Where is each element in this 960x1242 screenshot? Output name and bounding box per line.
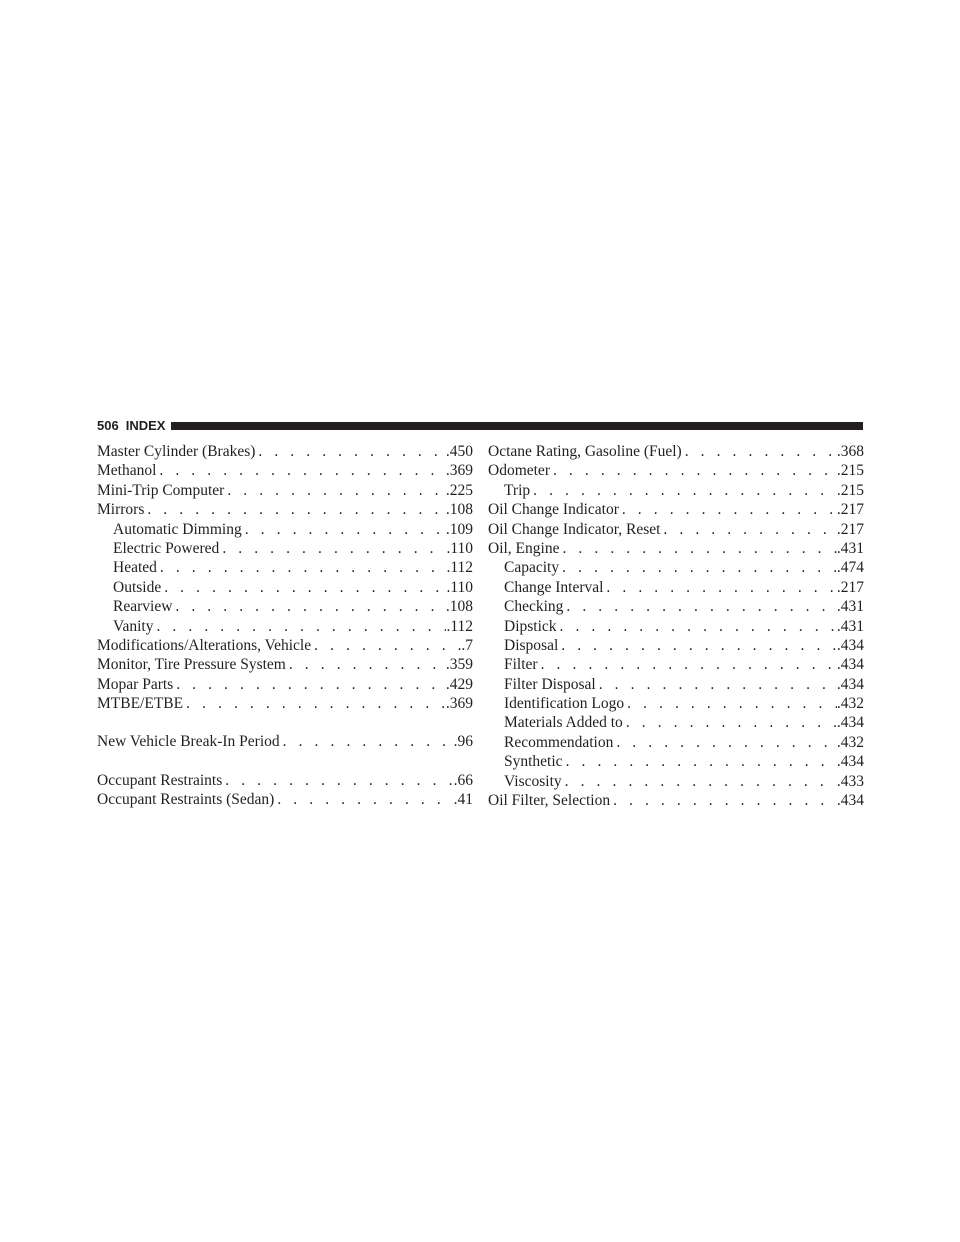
dot-leader [603, 578, 836, 597]
entry-label: Mini-Trip Computer [97, 481, 225, 499]
dot-leader [161, 578, 446, 597]
entry-label: Automatic Dimming [113, 520, 242, 538]
index-subentry [488, 713, 864, 732]
entry-page-number: .434 [836, 675, 864, 693]
entry-label: New Vehicle Break-In Period [97, 733, 280, 751]
dot-leader [242, 520, 446, 539]
index-entry [97, 675, 473, 694]
entry-label: Filter [504, 656, 538, 674]
entry-page-number: .369 [445, 462, 473, 480]
dot-leader [623, 713, 837, 732]
entry-page-number: .434 [836, 714, 864, 732]
entry-label: Disposal [504, 636, 559, 654]
entry-label: Master Cylinder (Brakes) [97, 443, 256, 460]
entry-page-number: .434 [836, 792, 864, 810]
index-subentry [488, 558, 864, 577]
dot-leader [596, 675, 837, 694]
index-entry [97, 461, 473, 480]
index-subentry [488, 752, 864, 771]
entry-page-number: .112 [446, 617, 473, 635]
entry-page-number: .433 [836, 772, 864, 790]
dot-leader [219, 539, 446, 558]
entry-label: Odometer [488, 462, 550, 480]
dot-leader [255, 442, 445, 461]
entry-page-number: .217 [836, 520, 864, 538]
dot-leader [144, 500, 446, 519]
dot-leader [559, 539, 836, 558]
entry-label: Oil Change Indicator [488, 501, 619, 519]
dot-leader [156, 461, 445, 480]
index-subentry [488, 481, 864, 500]
index-entry [488, 791, 864, 810]
entry-label: Occupant Restraints (Sedan) [97, 791, 275, 809]
index-column-left [97, 442, 473, 810]
index-subentry [97, 578, 473, 597]
entry-page-number: .431 [836, 539, 864, 557]
index-subentry [488, 733, 864, 752]
entry-page-number: .7 [461, 636, 473, 654]
entry-label: Heated [113, 559, 157, 577]
entry-label: Filter Disposal [504, 675, 596, 693]
index-entry [97, 481, 473, 500]
index-entry [97, 771, 473, 790]
entry-label: Synthetic [504, 753, 563, 771]
dot-leader [559, 558, 837, 577]
entry-page-number: .429 [445, 675, 473, 693]
entry-page-number: .217 [836, 501, 864, 519]
entry-page-number: .434 [836, 656, 864, 674]
index-entry [488, 520, 864, 539]
entry-page-number: .431 [836, 598, 864, 616]
dot-leader [624, 694, 837, 713]
entry-page-number: .215 [836, 462, 864, 480]
entry-label: Modifications/Alterations, Vehicle [97, 636, 312, 654]
dot-leader [557, 617, 837, 636]
dot-leader [274, 790, 453, 809]
entry-label: Oil, Engine [488, 539, 560, 557]
entry-label: Rearview [113, 598, 173, 616]
dot-leader [172, 597, 445, 616]
index-entry [97, 732, 473, 751]
entry-label: Mopar Parts [97, 675, 174, 693]
dot-leader [286, 655, 446, 674]
entry-label: Mirrors [97, 501, 145, 519]
entry-label: MTBE/ETBE [97, 695, 184, 713]
entry-label: Checking [504, 598, 564, 616]
index-subentry [488, 597, 864, 616]
entry-page-number: .110 [446, 578, 473, 596]
entry-label: Oil Filter, Selection [488, 792, 611, 810]
entry-page-number: .474 [836, 559, 864, 577]
dot-leader [280, 732, 454, 751]
entry-label: Occupant Restraints [97, 771, 223, 789]
dot-leader [224, 481, 446, 500]
entry-label: Identification Logo [504, 695, 625, 713]
index-column-right [488, 442, 864, 810]
entry-label: Octane Rating, Gasoline (Fuel) [488, 443, 682, 460]
entry-label: Vanity [113, 617, 154, 635]
entry-page-number: .109 [445, 520, 473, 538]
entry-label: Viscosity [504, 772, 562, 790]
entry-label: Trip [504, 481, 531, 499]
dot-leader [530, 481, 837, 500]
dot-leader [610, 791, 837, 810]
index-subentry [488, 694, 864, 713]
dot-leader [222, 771, 453, 790]
entry-label: Dipstick [504, 617, 557, 635]
dot-leader [563, 752, 837, 771]
index-entry [97, 790, 473, 809]
index-subentry [488, 675, 864, 694]
dot-leader [558, 636, 837, 655]
entry-page-number: .434 [836, 753, 864, 771]
index-subentry [97, 539, 473, 558]
entry-page-number: .66 [453, 771, 473, 789]
dot-leader [660, 520, 836, 539]
index-subentry [488, 655, 864, 674]
entry-label: Materials Added to [504, 714, 623, 732]
dot-leader [562, 772, 837, 791]
index-entry [97, 694, 473, 713]
index-subentry [488, 772, 864, 791]
entry-page-number: .108 [445, 501, 473, 519]
entry-page-number: .41 [453, 791, 473, 809]
entry-page-number: .217 [836, 578, 864, 596]
entry-page-number: .434 [836, 636, 864, 654]
index-subentry [488, 636, 864, 655]
entry-page-number: .225 [445, 481, 473, 499]
entry-page-number: .112 [446, 559, 473, 577]
index-entry [97, 500, 473, 519]
dot-leader [563, 597, 836, 616]
dot-leader [183, 694, 446, 713]
entry-page-number: .96 [453, 733, 473, 751]
entry-page-number: .450 [445, 443, 473, 460]
dot-leader [538, 655, 837, 674]
dot-leader [157, 558, 447, 577]
index-entry [97, 655, 473, 674]
index-subentry [97, 617, 473, 636]
index-subentry [488, 578, 864, 597]
index-subentry [97, 597, 473, 616]
entry-label: Monitor, Tire Pressure System [97, 656, 286, 674]
entry-label: Outside [113, 578, 162, 596]
index-entry [97, 636, 473, 655]
page-number: 506 [97, 418, 119, 433]
dot-leader [153, 617, 446, 636]
dot-leader [550, 461, 837, 480]
entry-page-number: .368 [836, 443, 864, 460]
index-entry [97, 442, 473, 461]
index-subentry [97, 520, 473, 539]
index-entry [488, 500, 864, 519]
dot-leader [619, 500, 837, 519]
entry-label: Recommendation [504, 733, 614, 751]
header-rule [171, 422, 863, 430]
dot-leader [682, 442, 837, 461]
section-title: INDEX [125, 418, 166, 433]
index-subentry [488, 617, 864, 636]
entry-label: Electric Powered [113, 539, 220, 557]
index-entry [488, 442, 864, 461]
entry-label: Methanol [97, 462, 157, 480]
entry-label: Oil Change Indicator, Reset [488, 520, 661, 538]
index-subentry [97, 558, 473, 577]
dot-leader [613, 733, 837, 752]
entry-page-number: .359 [445, 656, 473, 674]
dot-leader [311, 636, 461, 655]
entry-label: Change Interval [504, 578, 604, 596]
index-entry [488, 461, 864, 480]
entry-label: Capacity [504, 559, 560, 577]
entry-page-number: .431 [836, 617, 864, 635]
entry-page-number: .110 [446, 539, 473, 557]
entry-page-number: .108 [445, 598, 473, 616]
page-header [97, 417, 863, 435]
index-entry [488, 539, 864, 558]
entry-page-number: .432 [836, 733, 864, 751]
entry-page-number: .432 [836, 695, 864, 713]
entry-page-number: .369 [445, 695, 473, 713]
dot-leader [173, 675, 446, 694]
entry-page-number: .215 [836, 481, 864, 499]
